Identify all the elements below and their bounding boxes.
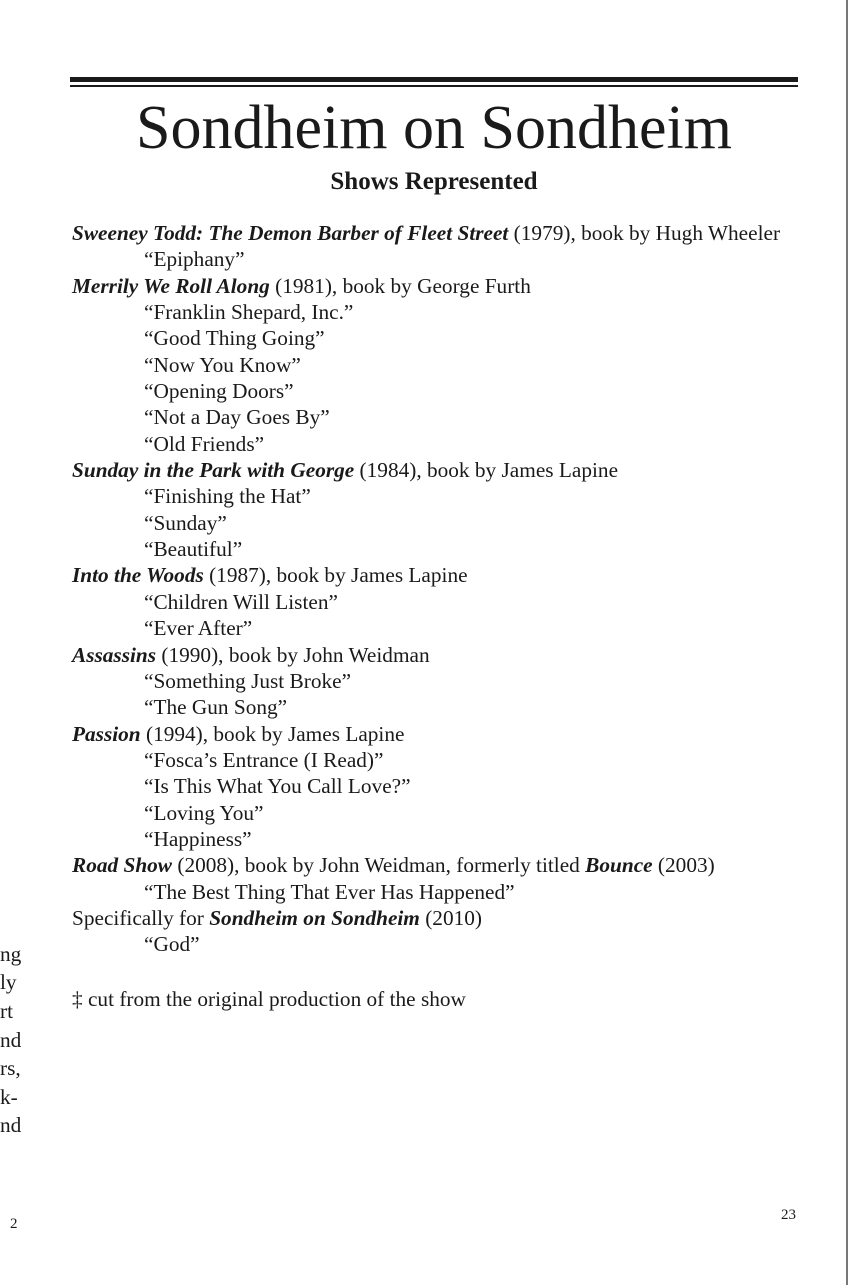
- show-details: (1984), book by James Lapine: [354, 458, 619, 483]
- song-item: “Is This What You Call Love?”: [144, 774, 411, 799]
- page-title: Sondheim on Sondheim: [136, 94, 732, 162]
- left-margin-fragment: rs,: [0, 1056, 21, 1080]
- page-number: 23: [781, 1207, 796, 1223]
- song-item: “Happiness”: [144, 826, 252, 851]
- show-former-title: Bounce: [585, 853, 653, 878]
- song-item: “Something Just Broke”: [144, 668, 352, 693]
- show-heading: [72, 273, 802, 299]
- show-details: (2010): [419, 905, 482, 930]
- show-title: Into the Woods: [72, 563, 204, 588]
- left-margin-fragment: ly: [0, 970, 17, 994]
- show-title: Road Show: [72, 853, 173, 878]
- song-item: “Ever After”: [144, 616, 253, 641]
- show-heading: [72, 852, 802, 878]
- song-item: “The Gun Song”: [144, 695, 288, 720]
- left-margin-fragment: rt: [0, 999, 14, 1023]
- song-item: “Finishing the Hat”: [144, 484, 311, 509]
- song-item: “Old Friends”: [144, 431, 265, 456]
- left-margin-fragment: nd: [0, 1028, 22, 1052]
- left-margin-fragment: k-: [0, 1085, 18, 1109]
- left-margin-fragment: nd: [0, 1113, 22, 1137]
- song-item: “The Best Thing That Ever Has Happened”: [144, 879, 515, 904]
- song-item: “Children Will Listen”: [144, 589, 338, 614]
- song-item: “Opening Doors”: [144, 379, 294, 404]
- show-title: Sweeney Todd: The Demon Barber of Fleet Street: [72, 221, 509, 245]
- song-item: “Franklin Shepard, Inc.”: [144, 300, 354, 325]
- show-title: Sondheim on Sondheim: [209, 905, 420, 930]
- show-details: (1987), book by James Lapine: [203, 563, 468, 588]
- show-heading: [72, 905, 802, 931]
- show-heading: [72, 721, 802, 747]
- song-item: “Sunday”: [144, 510, 227, 535]
- show-details: (1979), book by Hugh Wheeler: [508, 221, 781, 245]
- footnote: ‡ cut from the original production of the show: [72, 987, 466, 1011]
- top-rule-thick: [70, 77, 798, 82]
- show-prefix: Specifically for: [72, 905, 210, 930]
- show-details: (1990), book by John Weidman: [156, 642, 430, 667]
- show-details: (2003): [652, 853, 715, 878]
- song-item: “Beautiful”: [144, 537, 243, 562]
- shows-list: [72, 220, 802, 958]
- left-page-number: 2: [10, 1216, 18, 1232]
- show-details: (1981), book by George Furth: [269, 273, 531, 298]
- show-title: Merrily We Roll Along: [72, 273, 270, 298]
- show-heading: [72, 642, 802, 668]
- show-title: Sunday in the Park with George: [72, 458, 355, 483]
- show-heading: [72, 220, 802, 246]
- song-item: “Fosca’s Entrance (I Read)”: [144, 747, 384, 772]
- show-title: Assassins: [72, 642, 157, 667]
- song-item: “God”: [144, 932, 200, 957]
- song-item: “Now You Know”: [144, 352, 301, 377]
- song-item: “Loving You”: [144, 800, 264, 825]
- left-margin-fragment: ng: [0, 942, 22, 966]
- show-title: Passion: [72, 721, 141, 746]
- show-heading: [72, 457, 802, 483]
- top-rule-thin: [70, 85, 798, 87]
- show-heading: [72, 562, 802, 588]
- page-edge: [846, 0, 848, 1285]
- show-details: (1994), book by James Lapine: [140, 721, 405, 746]
- page-subtitle: Shows Represented: [330, 168, 538, 195]
- song-item: “Not a Day Goes By”: [144, 405, 330, 430]
- show-details: (2008), book by John Weidman, formerly titled: [172, 853, 586, 878]
- song-item: “Good Thing Going”: [144, 326, 325, 351]
- song-item: “Epiphany”: [144, 247, 245, 272]
